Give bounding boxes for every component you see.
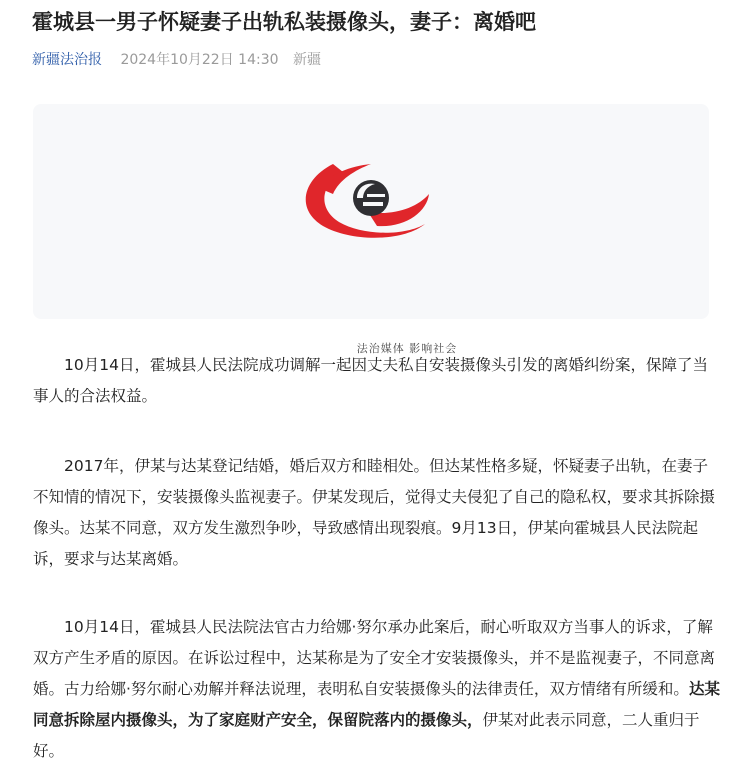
article-paragraph-1: 10月14日，霍城县人民法院成功调解一起因丈夫私自安装摄像头引发的离婚纠纷案，保障了当事人的合法权益。 [33, 356, 708, 405]
article-paragraph-2: 2017年，伊某与达某登记结婚，婚后双方和睦相处。但达某性格多疑，怀疑妻子出轨，在妻子不知情的情况下，安装摄像头监视妻子。伊某发现后，觉得丈夫侵犯了自己的隐私权，要求其拆除摄像头。达某不同意，双方发生激烈争吵，导致感情出现裂痕。9月13日，伊某向霍城县人民法院起诉，要求与达某离婚。 [33, 457, 716, 568]
paragraph-3-bold-text: 达某同意拆除屋内摄像头，为了家庭财产安全，保留院落内的摄像头， [33, 680, 720, 729]
legal-media-logo-icon [33, 104, 709, 319]
article-region: 新疆 [292, 52, 321, 68]
article-paragraph-3 [33, 612, 723, 767]
article-source[interactable]: 新疆法治报 [32, 52, 102, 68]
article-meta [32, 50, 321, 70]
article-title: 霍城县一男子怀疑妻子出轨私装摄像头，妻子：离婚吧 [32, 10, 536, 34]
banner-slogan: 法治媒体 影响社会 [356, 342, 458, 355]
paragraph-3-tail-text: 伊某对此表示同意，二人重归于好。 [33, 711, 700, 760]
article-date: 2024年10月22日 14:30 [120, 52, 279, 68]
paragraph-3-text: 10月14日，霍城县人民法院法官古力给娜·努尔承办此案后，耐心听取双方当事人的诉求，了解双方产生矛盾的原因。在诉讼过程中，达某称是为了安全才安装摄像头，并不是监视妻子，不同意离婚。古力给娜·努尔耐心劝解并释法说理，表明私自安装摄像头的法律责任，双方情绪有所缓和。 [33, 618, 716, 698]
article-banner-image [33, 104, 709, 355]
